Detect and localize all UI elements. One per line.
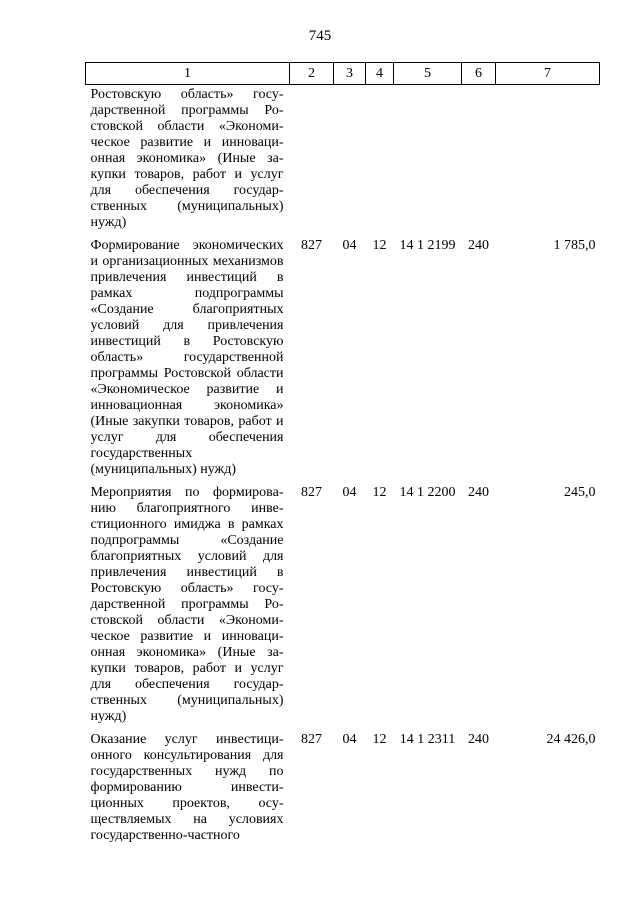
row-target-article: 14 1 2200 <box>399 485 456 500</box>
table-header <box>86 63 600 85</box>
row-target-article: 14 1 2199 <box>399 238 456 253</box>
row-description: Мероприятия по формированию благоприятного инвестиционного имиджа в рамках подпрограммы «Создание благоприятных условий для привлечения инвестиций в Ростовскую область» государственной программы Ростовской области «Экономическое развитие и инновационная экономика» (Иные закупки товаров, работ и услуг для обеспечения государственных (муниципальных) нужд) <box>90 485 284 724</box>
row-expense-type: 240 <box>468 485 489 500</box>
table-row <box>86 731 600 850</box>
row-expense-type: 240 <box>468 732 489 747</box>
row-ministry-code <box>290 85 334 238</box>
row-subsection: 12 <box>372 238 387 253</box>
row-section <box>334 85 366 238</box>
row-ministry-code: 827 <box>301 732 322 747</box>
row-ministry-code: 827 <box>301 238 322 253</box>
header-col-2: 2 <box>290 63 334 85</box>
header-col-5: 5 <box>394 63 462 85</box>
table-row <box>86 237 600 484</box>
row-amount: 24 426,0 <box>546 732 596 747</box>
table-row <box>86 85 600 238</box>
page-number: 745 <box>308 28 332 44</box>
row-description: Формирование экономических и организационных механизмов привлечения инвестиций в рамках подпрограммы «Создание благоприятных условий для привлечения инвестиций в Ростовскую область» государственной программы Ростовской области «Экономическое развитие и инновационная экономика» (Иные закупки товаров, работ и услуг для обеспечения государственных (муниципальных) нужд) <box>90 238 284 477</box>
header-col-7: 7 <box>496 63 600 85</box>
row-section: 04 <box>342 732 357 747</box>
row-amount: 245,0 <box>564 485 596 500</box>
header-col-1: 1 <box>86 63 290 85</box>
row-description: Оказание услуг инвестиционного консультирования для государственных нужд по формированию инвестиционных проектов, осуществляемых на условиях государственно-частного <box>90 732 284 843</box>
row-ministry-code: 827 <box>301 485 322 500</box>
row-target-article <box>394 85 462 238</box>
row-subsection: 12 <box>372 485 387 500</box>
header-col-3: 3 <box>334 63 366 85</box>
table-row <box>86 484 600 731</box>
row-section: 04 <box>342 485 357 500</box>
row-target-article: 14 1 2311 <box>399 732 456 747</box>
budget-table <box>85 62 600 850</box>
row-subsection: 12 <box>372 732 387 747</box>
row-expense-type <box>462 85 496 238</box>
header-col-4: 4 <box>366 63 394 85</box>
row-section: 04 <box>342 238 357 253</box>
header-col-6: 6 <box>462 63 496 85</box>
row-subsection <box>366 85 394 238</box>
row-amount: 1 785,0 <box>553 238 596 253</box>
row-amount <box>496 85 600 238</box>
row-description: Ростовскую область» государственной программы Ростовской области «Экономическое развитие и инновационная экономика» (Иные закупки товаров, работ и услуг для обеспечения государственных (муниципальных) нужд) <box>90 87 284 230</box>
row-expense-type: 240 <box>468 238 489 253</box>
